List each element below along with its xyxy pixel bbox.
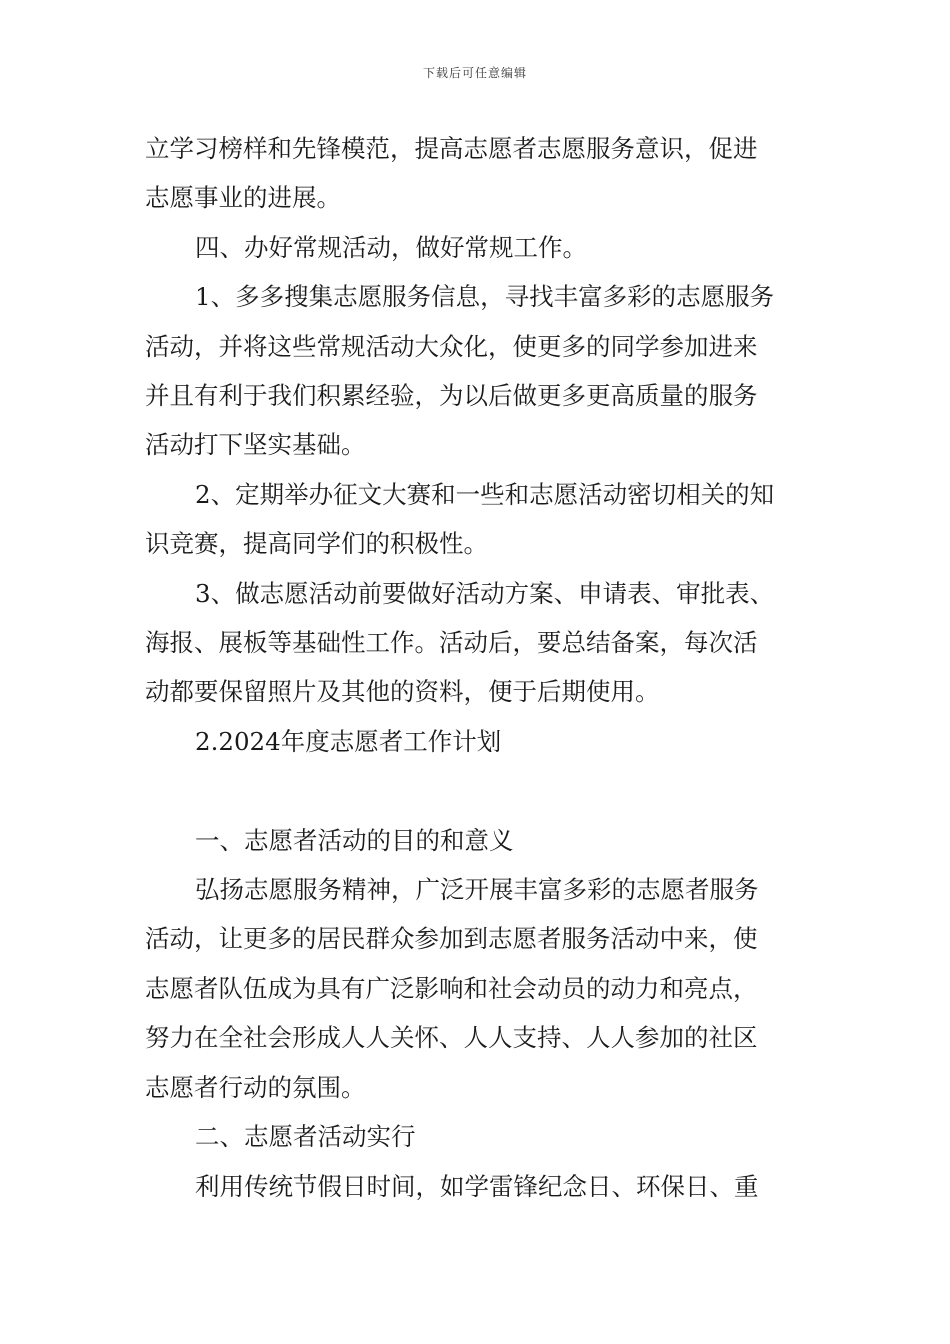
text-line: 弘扬志愿服务精神，广泛开展丰富多彩的志愿者服务 bbox=[195, 875, 759, 905]
text-line: 识竞赛，提高同学们的积极性。 bbox=[145, 529, 488, 559]
document-title: 2.2024年度志愿者工作计划 bbox=[195, 726, 502, 756]
text-line: 志愿者队伍成为具有广泛影响和社会动员的动力和亮点， bbox=[145, 973, 758, 1003]
text-line: 海报、展板等基础性工作。活动后，要总结备案，每次活 bbox=[145, 628, 758, 658]
text-line: 志愿者行动的氛围。 bbox=[145, 1072, 366, 1102]
text-line: 志愿事业的进展。 bbox=[145, 183, 341, 213]
document-body bbox=[145, 124, 807, 1211]
text-line: 动都要保留照片及其他的资料，便于后期使用。 bbox=[145, 677, 660, 707]
text-line: 3、做志愿活动前要做好活动方案、申请表、审批表、 bbox=[195, 578, 775, 608]
text-line: 2、定期举办征文大赛和一些和志愿活动密切相关的知 bbox=[195, 479, 775, 509]
text-line: 活动打下坚实基础。 bbox=[145, 430, 366, 460]
section-heading: 二、志愿者活动实行 bbox=[195, 1122, 416, 1152]
blank-line bbox=[145, 766, 807, 815]
page-header: 下载后可任意编辑 bbox=[422, 66, 527, 80]
text-line: 利用传统节假日时间，如学雷锋纪念日、环保日、重 bbox=[195, 1171, 759, 1201]
section-heading: 四、办好常规活动，做好常规工作。 bbox=[195, 232, 587, 262]
text-line: 活动，并将这些常规活动大众化，使更多的同学参加进来 bbox=[145, 331, 758, 361]
text-line: 立学习榜样和先锋模范，提高志愿者志愿服务意识，促进 bbox=[145, 134, 758, 163]
text-line: 努力在全社会形成人人关怀、人人支持、人人参加的社区 bbox=[145, 1023, 758, 1053]
text-line: 并且有利于我们积累经验，为以后做更多更高质量的服务 bbox=[145, 381, 758, 411]
section-heading: 一、志愿者活动的目的和意义 bbox=[195, 825, 514, 855]
text-line: 1、多多搜集志愿服务信息，寻找丰富多彩的志愿服务 bbox=[195, 282, 775, 312]
text-line: 活动，让更多的居民群众参加到志愿者服务活动中来，使 bbox=[145, 924, 758, 954]
